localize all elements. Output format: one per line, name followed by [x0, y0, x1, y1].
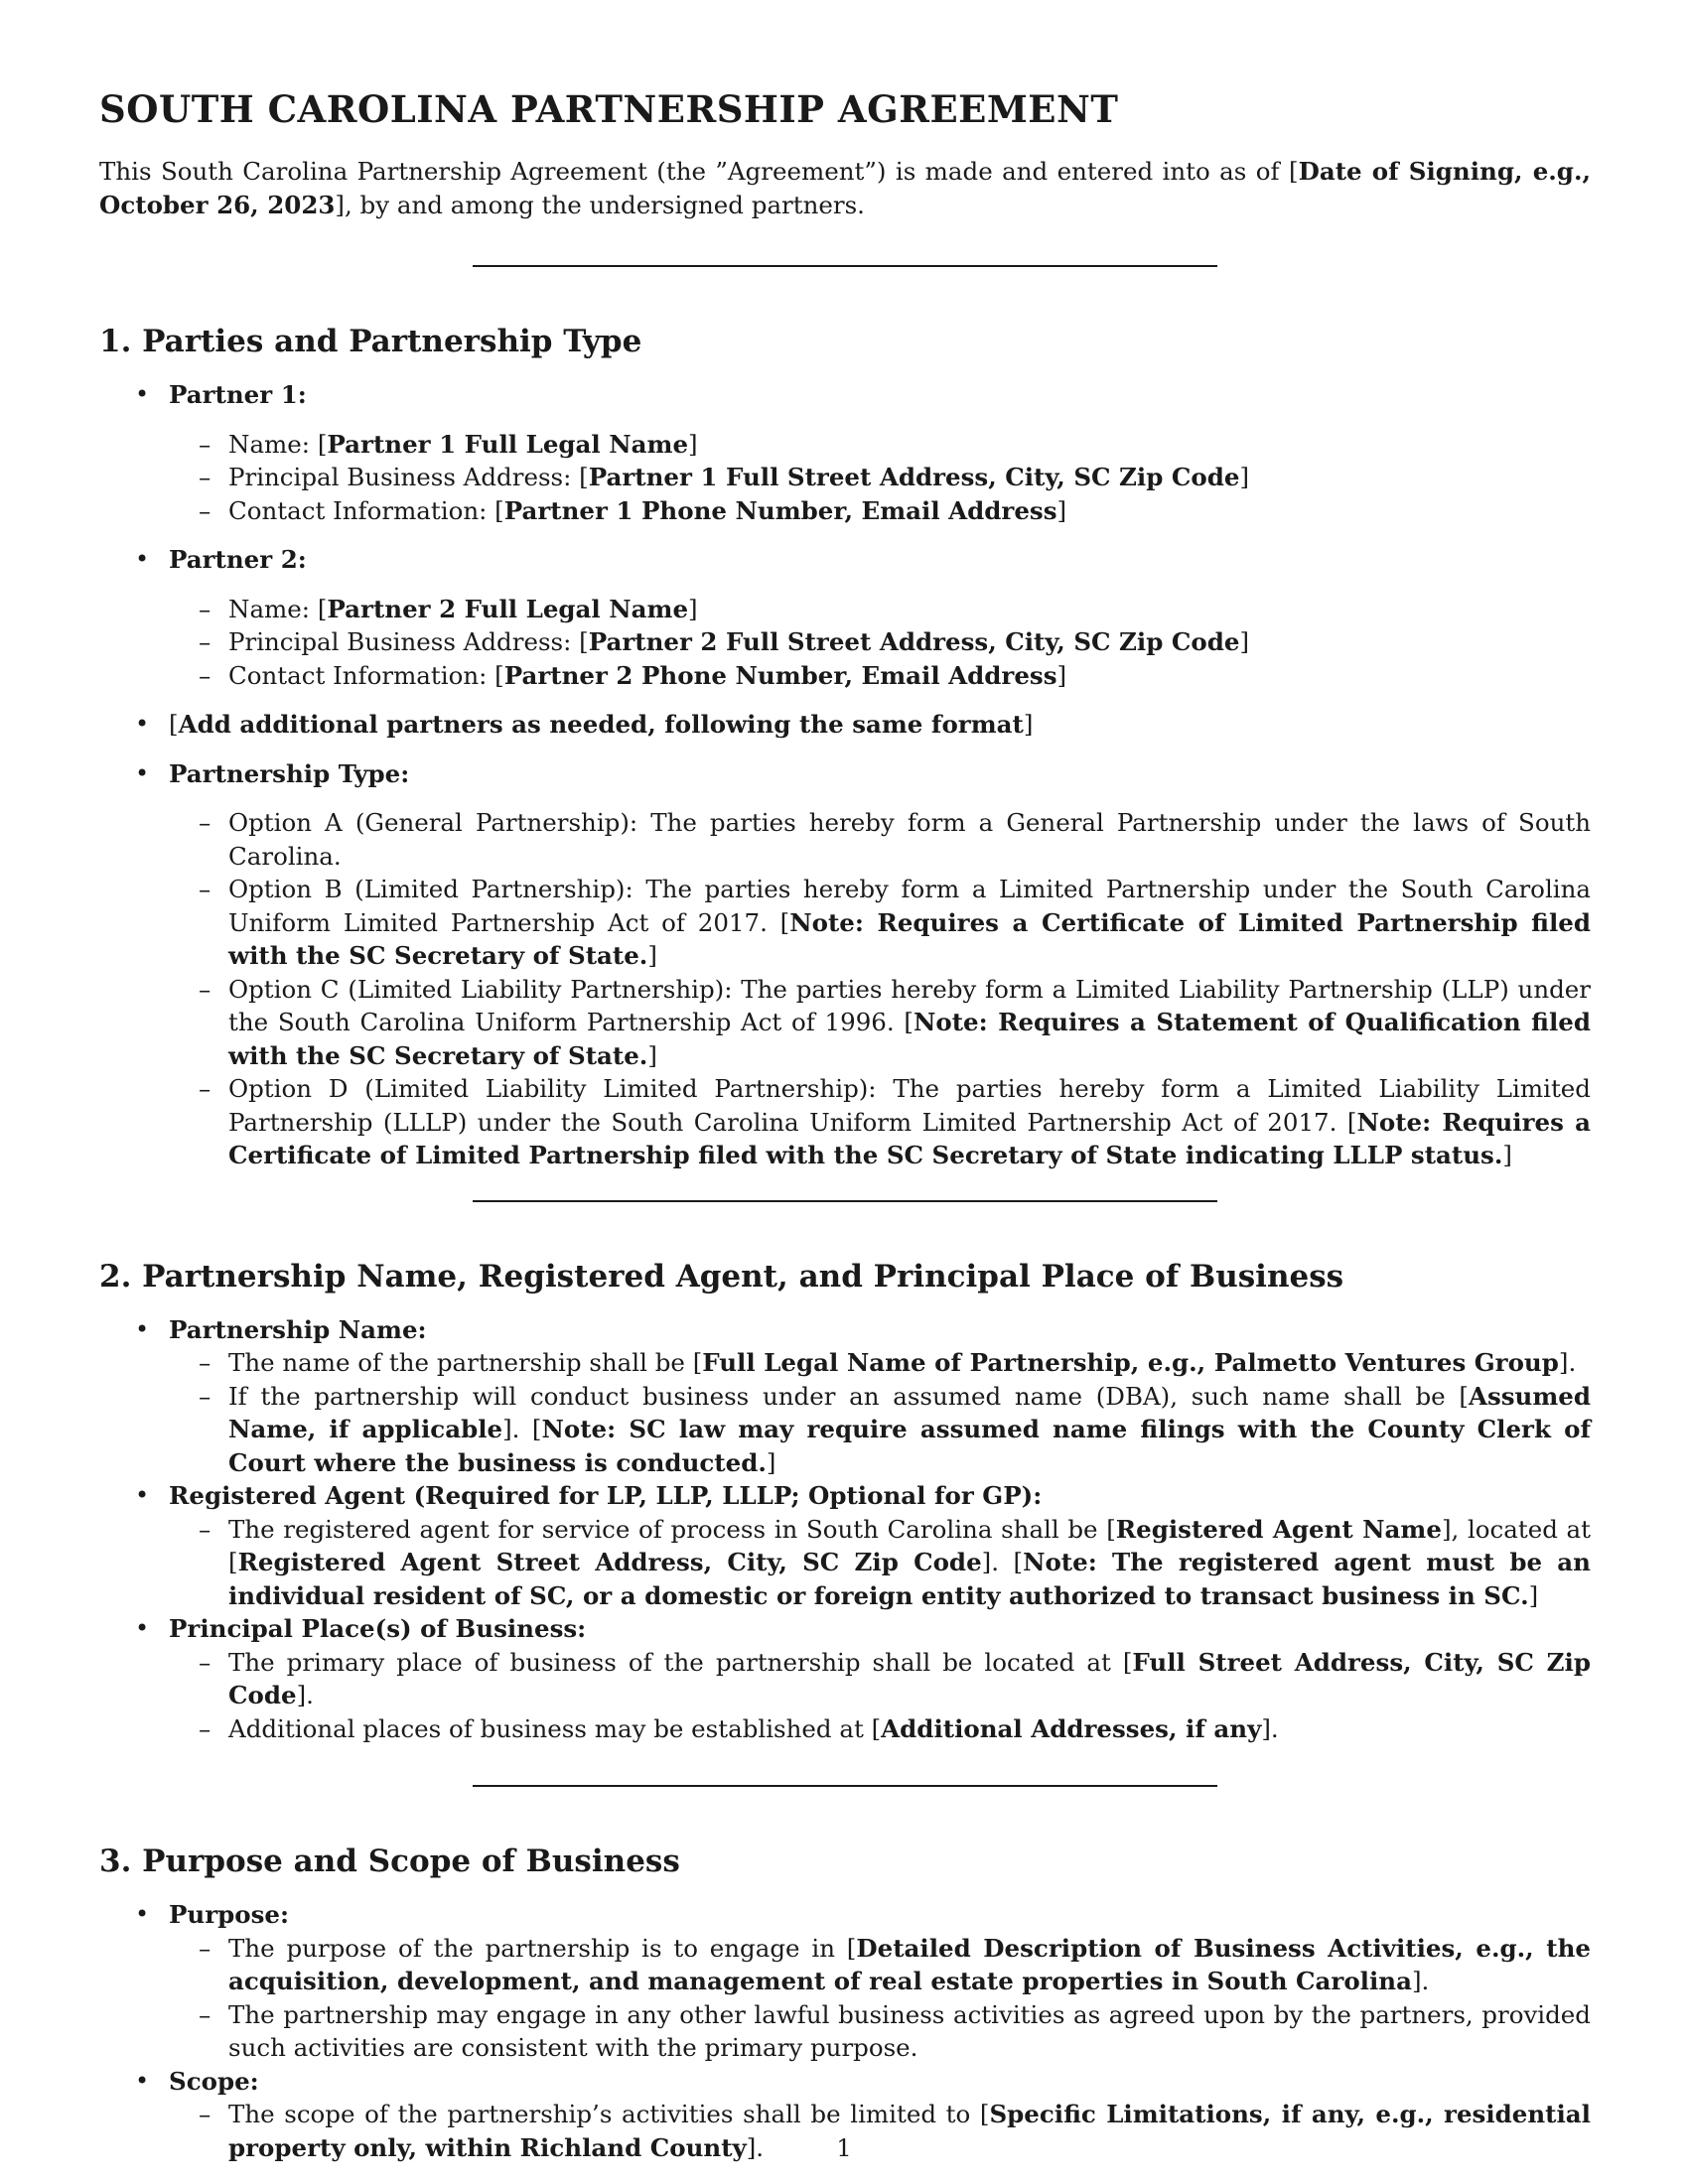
section-divider — [473, 1785, 1217, 1787]
option-a: – Option A (General Partnership): The parties hereby form a General Partnership under the laws of South Carolina. — [228, 806, 1591, 873]
partnership-legal-name: – The name of the partnership shall be [Full Legal Name of Partnership, e.g., Palmetto Ventures Group]. — [228, 1346, 1591, 1380]
purpose-description: – The purpose of the partnership is to engage in [Detailed Description of Business Activities, e.g., the acquisition, development, and management of real estate properties in South Carolina]. — [228, 1932, 1591, 1998]
section-3-list — [99, 1898, 1591, 2164]
partner-1-item: • Partner 1: – Name: [Partner 1 Full Legal Name] – Principal Business Address: [Partner 1 Full Street Address, City, SC Zip Code] – Contact Information: [Partner 1 Phone Number, Email Address] — [129, 378, 1591, 527]
primary-place: – The primary place of business of the partnership shall be located at [Full Street Address, City, SC Zip Code]. — [228, 1646, 1591, 1712]
option-c: – Option C (Limited Liability Partnership): The parties hereby form a Limited Liability Partnership (LLP) under the South Carolina Uniform Partnership Act of 1996. [Note: Requires a Statement of Qualification filed with the SC Secretary of State.] — [228, 973, 1591, 1073]
additional-partners-item: • [Add additional partners as needed, following the same format] — [129, 708, 1591, 742]
page-number: 1 — [836, 2134, 852, 2162]
registered-agent-item: • Registered Agent (Required for LP, LLP, LLLP; Optional for GP): – The registered agent for service of process in South Carolina shall be [Registered Agent Name], located at [Registered Agent Street Address, City, SC Zip Code]. [Note: The registered agent must be an individual resident of SC, or a domestic or foreign entity authorized to transact business in SC.] — [129, 1479, 1591, 1612]
partner-1-address: – Principal Business Address: [Partner 1 Full Street Address, City, SC Zip Code] — [228, 461, 1591, 494]
purpose-other: – The partnership may engage in any other lawful business activities as agreed upon by the partners, provided such activities are consistent with the primary purpose. — [228, 1998, 1591, 2065]
section-2-list — [99, 1313, 1591, 1746]
partner-1-name: – Name: [Partner 1 Full Legal Name] — [228, 428, 1591, 462]
section-divider — [473, 265, 1217, 267]
section-1-heading: 1. Parties and Partnership Type — [99, 324, 642, 359]
partner-2-contact: – Contact Information: [Partner 2 Phone Number, Email Address] — [228, 659, 1591, 693]
partnership-type-item: • Partnership Type: – Option A (General Partnership): The parties hereby form a General Partnership under the laws of South Carolina. – Option B (Limited Partnership): The parties hereby form a Limited Partnership under the South Carolina Uniform Limited Partnership Act of 2017. [Note: Requires a Certificate of Limited Partnership filed with the SC Secretary of State.] – Option C (Limited Liability Partnership): The parties hereby form a Limited Liability Partnership (LLP) under the South Carolina Uniform Partnership Act of 1996. [Note: Requires a Statement of Qualification filed with the SC Secretary of State.] – Option D (Limited Liability Limited Partnership): The parties hereby form a Limited Liability Limited Partnership (LLLP) under the South Carolina Uniform Limited Partnership Act of 2017. [Note: Requires a Certificate of Limited Partnership filed with the SC Secretary of State indicating LLLP status.] — [129, 757, 1591, 1172]
purpose-item: • Purpose: – The purpose of the partnership is to engage in [Detailed Description of Business Activities, e.g., the acquisition, development, and management of real estate properties in South Carolina]. – The partnership may engage in any other lawful business activities as agreed upon by the partners, provided such activities are consistent with the primary purpose. — [129, 1898, 1591, 2065]
partnership-name-item: • Partnership Name: – The name of the partnership shall be [Full Legal Name of Partnership, e.g., Palmetto Ventures Group]. – If the partnership will conduct business under an assumed name (DBA), such name shall be [Assumed Name, if applicable]. [Note: SC law may require assumed name filings with the County Clerk of Court where the business is conducted.] — [129, 1313, 1591, 1480]
additional-places: – Additional places of business may be established at [Additional Addresses, if any]. — [228, 1712, 1591, 1746]
section-3-heading: 3. Purpose and Scope of Business — [99, 1843, 680, 1879]
partner-2-name: – Name: [Partner 2 Full Legal Name] — [228, 593, 1591, 626]
scope-limitations: – The scope of the partnership’s activities shall be limited to [Specific Limitations, if any, e.g., residential property only, within Richland County]. — [228, 2098, 1591, 2164]
option-d: – Option D (Limited Liability Limited Partnership): The parties hereby form a Limited Liability Limited Partnership (LLLP) under the South Carolina Uniform Limited Partnership Act of 2017. [Note: Requires a Certificate of Limited Partnership filed with the SC Secretary of State indicating LLLP status.] — [228, 1072, 1591, 1172]
option-b: – Option B (Limited Partnership): The parties hereby form a Limited Partnership under the South Carolina Uniform Limited Partnership Act of 2017. [Note: Requires a Certificate of Limited Partnership filed with the SC Secretary of State.] — [228, 873, 1591, 973]
partner-1-contact: – Contact Information: [Partner 1 Phone Number, Email Address] — [228, 494, 1591, 528]
scope-item: • Scope: – The scope of the partnership’s activities shall be limited to [Specific Limitations, if any, e.g., residential property only, within Richland County]. — [129, 2065, 1591, 2165]
partner-2-item: • Partner 2: – Name: [Partner 2 Full Legal Name] – Principal Business Address: [Partner 2 Full Street Address, City, SC Zip Code] – Contact Information: [Partner 2 Phone Number, Email Address] — [129, 543, 1591, 692]
document-page — [99, 87, 1591, 2164]
section-2-heading: 2. Partnership Name, Registered Agent, and Principal Place of Business — [99, 1258, 1344, 1295]
document-title: SOUTH CAROLINA PARTNERSHIP AGREEMENT — [99, 87, 1119, 131]
assumed-name: – If the partnership will conduct business under an assumed name (DBA), such name shall be [Assumed Name, if applicable]. [Note: SC law may require assumed name filings with the County Clerk of Court where the business is conducted.] — [228, 1380, 1591, 1480]
partner-2-address: – Principal Business Address: [Partner 2 Full Street Address, City, SC Zip Code] — [228, 625, 1591, 659]
registered-agent-detail: – The registered agent for service of process in South Carolina shall be [Registered Agent Name], located at [Registered Agent Street Address, City, SC Zip Code]. [Note: The registered agent must be an individual resident of SC, or a domestic or foreign entity authorized to transact business in SC.] — [228, 1513, 1591, 1613]
section-1-list — [99, 378, 1591, 1172]
principal-place-item: • Principal Place(s) of Business: – The primary place of business of the partnership shall be located at [Full Street Address, City, SC Zip Code]. – Additional places of business may be established at [Additional Addresses, if any]. — [129, 1612, 1591, 1745]
intro-paragraph: This South Carolina Partnership Agreement (the ”Agreement”) is made and entered into as of [Date of Signing, e.g., October 26, 2023], by and among the undersigned partners. — [99, 157, 1591, 219]
section-divider — [473, 1200, 1217, 1202]
